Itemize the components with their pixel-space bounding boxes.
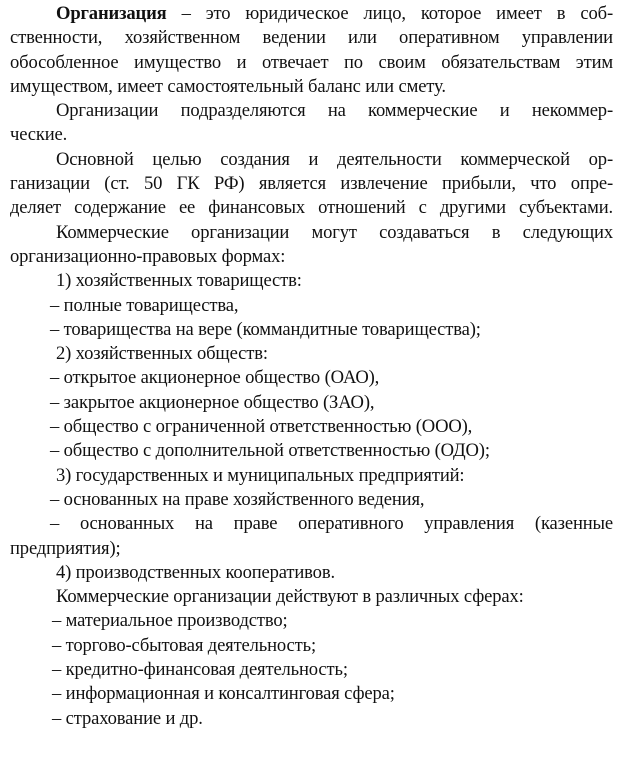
list-item: – общество с ограниченной ответственностью (ООО), xyxy=(50,416,473,438)
paragraph-forms-line-2: организационно-правовых формах: xyxy=(10,245,286,267)
forms-group-3-title: 3) государственных и муниципальных предприятий: xyxy=(56,464,465,486)
paragraph-forms-line-1: Коммерческие организации могут создаваться в следующих xyxy=(56,221,613,243)
forms-group-2-title: 2) хозяйственных обществ: xyxy=(56,343,268,365)
paragraph-goal-line-2: ганизации (ст. 50 ГК РФ) является извлечение прибыли, что опре- xyxy=(10,173,613,195)
paragraph-definition-line-2: ственности, хозяйственном ведении или оперативном управлении xyxy=(10,27,613,49)
forms-group-1-title: 1) хозяйственных товариществ: xyxy=(56,270,302,292)
list-item: – информационная и консалтинговая сфера; xyxy=(52,683,395,705)
list-item: – страхование и др. xyxy=(52,707,203,729)
forms-group-4-title: 4) производственных кооперативов. xyxy=(56,561,335,583)
list-item: – товарищества на вере (коммандитные товарищества); xyxy=(50,318,481,340)
list-item: – открытое акционерное общество (ОАО), xyxy=(50,367,380,389)
list-item: – кредитно-финансовая деятельность; xyxy=(52,659,348,681)
spheres-intro: Коммерческие организации действуют в различных сферах: xyxy=(56,586,524,608)
list-item: – общество с дополнительной ответственностью (ОДО); xyxy=(50,440,490,462)
list-item: – закрытое акционерное общество (ЗАО), xyxy=(50,391,375,413)
paragraph-goal-line-1: Основной целью создания и деятельности коммерческой ор- xyxy=(56,148,613,170)
definition-text: – это юридическое лицо, которое имеет в соб- xyxy=(166,3,613,24)
list-item-continuation: предприятия); xyxy=(10,537,121,559)
paragraph-definition-line-4: имуществом, имеет самостоятельный баланс или смету. xyxy=(10,75,446,97)
paragraph-division-line-2: ческие. xyxy=(10,124,68,146)
list-item: – основанных на праве хозяйственного ведения, xyxy=(50,488,425,510)
list-item: – торгово-сбытовая деятельность; xyxy=(52,634,316,656)
paragraph-definition-line-3: обособленное имущество и отвечает по своим обязательствам этим xyxy=(10,51,613,73)
paragraph-goal-line-3: деляет содержание ее финансовых отношений с другими субъектами. xyxy=(10,197,613,219)
paragraph-definition-line-1 xyxy=(10,2,613,26)
term-organization: Организация xyxy=(56,3,167,24)
document-page xyxy=(10,2,613,731)
list-item: – материальное производство; xyxy=(52,610,288,632)
list-item: – полные товарищества, xyxy=(50,294,239,316)
paragraph-division-line-1: Организации подразделяются на коммерческие и некоммер- xyxy=(56,100,613,122)
list-item: – основанных на праве оперативного управления (казенные xyxy=(50,513,613,535)
